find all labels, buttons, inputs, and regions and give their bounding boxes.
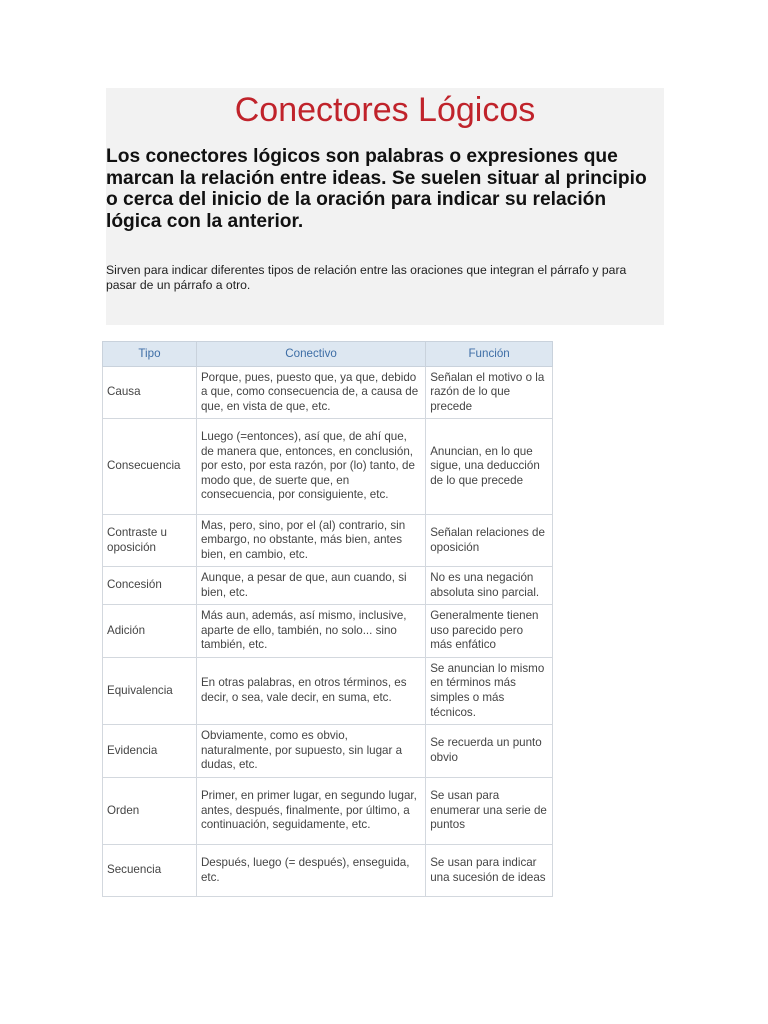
table-row	[103, 515, 553, 567]
cell-funcion: No es una negación absoluta sino parcial.	[426, 567, 553, 605]
cell-funcion: Generalmente tienen uso parecido pero más enfático	[426, 605, 553, 658]
cell-tipo: Causa	[103, 367, 197, 419]
cell-tipo: Consecuencia	[103, 419, 197, 515]
table-row	[103, 778, 553, 845]
cell-funcion: Se recuerda un punto obvio	[426, 725, 553, 778]
table-header-row	[103, 342, 553, 367]
cell-tipo: Concesión	[103, 567, 197, 605]
lead-paragraph: Los conectores lógicos son palabras o expresiones que marcan la relación entre ideas. Se suelen situar al principio o cerca del inicio de la oración para indicar su relación lógica con la anterior.	[106, 146, 647, 232]
cell-conectivo: Porque, pues, puesto que, ya que, debido a que, como consecuencia de, a causa de que, en vista de que, etc.	[196, 367, 425, 419]
cell-conectivo: Primer, en primer lugar, en segundo lugar, antes, después, finalmente, por último, a continuación, seguidamente, etc.	[196, 778, 425, 845]
cell-funcion: Se usan para indicar una sucesión de ideas	[426, 845, 553, 897]
cell-funcion: Señalan relaciones de oposición	[426, 515, 553, 567]
cell-funcion: Anuncian, en lo que sigue, una deducción de lo que precede	[426, 419, 553, 515]
cell-tipo: Secuencia	[103, 845, 197, 897]
header-tipo: Tipo	[103, 342, 197, 367]
cell-conectivo: Obviamente, como es obvio, naturalmente, por supuesto, sin lugar a dudas, etc.	[196, 725, 425, 778]
table-row	[103, 845, 553, 897]
table-row	[103, 605, 553, 658]
cell-tipo: Orden	[103, 778, 197, 845]
intro-paragraph: Sirven para indicar diferentes tipos de relación entre las oraciones que integran el párrafo y para pasar de un párrafo a otro.	[106, 263, 627, 292]
cell-conectivo: Mas, pero, sino, por el (al) contrario, sin embargo, no obstante, más bien, antes bien, en cambio, etc.	[196, 515, 425, 567]
intro-box	[106, 88, 664, 325]
cell-funcion: Señalan el motivo o la razón de lo que precede	[426, 367, 553, 419]
cell-conectivo: Después, luego (= después), enseguida, etc.	[196, 845, 425, 897]
cell-conectivo: En otras palabras, en otros términos, es decir, o sea, vale decir, en suma, etc.	[196, 658, 425, 725]
table-row	[103, 419, 553, 515]
cell-tipo: Evidencia	[103, 725, 197, 778]
cell-conectivo: Más aun, además, así mismo, inclusive, aparte de ello, también, no solo... sino también, etc.	[196, 605, 425, 658]
table-row	[103, 658, 553, 725]
cell-tipo: Adición	[103, 605, 197, 658]
page-title: Conectores Lógicos	[234, 91, 536, 129]
cell-tipo: Contraste u oposición	[103, 515, 197, 567]
cell-tipo: Equivalencia	[103, 658, 197, 725]
cell-funcion: Se usan para enumerar una serie de puntos	[426, 778, 553, 845]
cell-conectivo: Luego (=entonces), así que, de ahí que, de manera que, entonces, en conclusión, por esto, por esta razón, por (lo) tanto, de modo que, de suerte que, en consecuencia, por consiguiente, etc.	[196, 419, 425, 515]
cell-funcion: Se anuncian lo mismo en términos más simples o más técnicos.	[426, 658, 553, 725]
connectors-table	[102, 341, 553, 897]
table-row	[103, 567, 553, 605]
table-row	[103, 725, 553, 778]
header-funcion: Función	[426, 342, 553, 367]
table-row	[103, 367, 553, 419]
cell-conectivo: Aunque, a pesar de que, aun cuando, si bien, etc.	[196, 567, 425, 605]
header-conectivo: Conectivo	[196, 342, 425, 367]
